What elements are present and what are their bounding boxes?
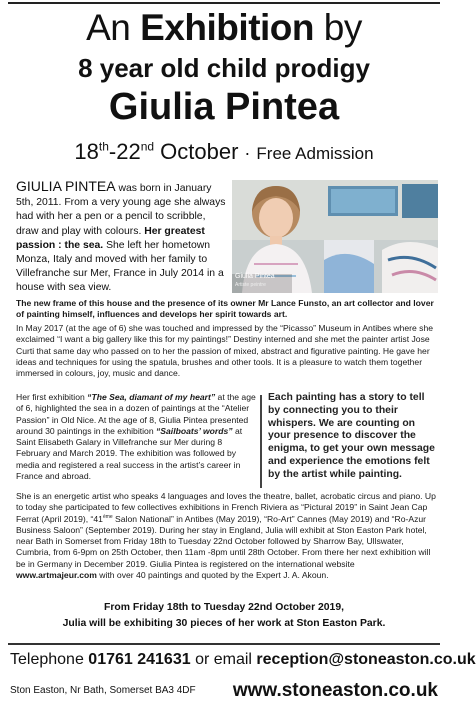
separator-dot: ·: [244, 143, 251, 163]
intro-text-1: was born in January 5th, 2011. From a very young age she always had with her a pen or a pencil to scribble, draw and play with colours.: [16, 183, 226, 237]
artmajeur-link[interactable]: www.artmajeur.com: [16, 570, 97, 581]
first-exhibition-title: “The Sea, diamant of my heart”: [87, 392, 216, 402]
energetic-text-a: She is an energetic artist who speaks 4 languages and loves the theatre, ballet, acrobatic circus and piano. Up to today she participated to few collectives exhibitions in French Riviera as “Pictural 2019” in Saint Jean Cap Ferrat (April 2019), “41: [16, 491, 436, 524]
intro-bold: Her greatest passion : the sea.: [16, 225, 205, 251]
energetic-superscript: ème: [102, 513, 113, 520]
bottom-divider: [8, 643, 440, 645]
website-link[interactable]: www.stoneaston.co.uk: [232, 680, 438, 701]
dates-line: [0, 137, 448, 169]
photo-caption-small: Artiste peintre: [235, 282, 266, 288]
title-suffix: by: [314, 7, 362, 48]
second-exhibition-title: “Sailboats’ words”: [156, 425, 233, 436]
paragraph-first-exhibition: [16, 392, 256, 482]
title-line-1: [0, 6, 448, 50]
telephone-number[interactable]: 01761 241631: [88, 651, 191, 668]
first-exhibition-text-c: at Saint Elisabeth Galary in Villefranche sur Mer during 8 February and March 2019. The exhibition was followed by media and registered a real success in the artist’s career in France and abroad.: [16, 425, 243, 482]
intro-text-2: She left her hometown Monza, Italy and moved with her family to Villefranche sur Mer, France in July 2014 in a house with sea view.: [16, 239, 224, 294]
dates: [74, 139, 238, 164]
artist-name: Giulia Pintea: [108, 86, 340, 128]
paragraph-may-2017: In May 2017 (at the age of 6) she was touched and impressed by the “Picasso” Museum in Antibes where she exclaimed “I want a big gallery like this for my paintings!” Destiny interned and she met the painter artist Jose Curti that same day who passed on to her the passion of mixed, abstract and figurative painting. He gave her ideas and techniques for using the spatula, brushes and other tools. It is a pleasure to watch them together immersed in colours, joy, music and dance.: [16, 323, 434, 379]
title-line-2: 8 year old child prodigy: [78, 53, 370, 83]
paragraph-energetic: [16, 491, 436, 581]
top-divider: [8, 2, 440, 4]
title-prefix: An: [86, 7, 141, 48]
intro-paragraph: [16, 179, 226, 296]
date-end: -22: [108, 139, 141, 164]
email-address[interactable]: reception@stoneaston.co.uk: [256, 651, 476, 668]
pull-quote: Each painting has a story to tell by connecting you to their whispers. We are counting on your presence to discover the enigma, to get your own message and experience the emotions felt by the artist while painting.: [268, 392, 435, 480]
telephone-label: Telephone: [10, 651, 89, 668]
artist-photo: [232, 180, 438, 293]
date-month: October: [154, 139, 239, 164]
closing-line-2: Julia will be exhibiting 30 pieces of her work at Ston Easton Park.: [62, 618, 386, 629]
closing-line-1: From Friday 18th to Tuesday 22nd October 2019,: [103, 602, 344, 613]
first-exhibition-text-a: Her first exhibition: [16, 392, 88, 402]
intro-name: GIULIA PINTEA: [16, 178, 116, 194]
contact-line: [10, 650, 476, 670]
date-start: 18: [74, 139, 99, 164]
date-end-suffix: nd: [140, 139, 155, 154]
photo-caption: Giulia Pintea: [235, 273, 275, 280]
address: Ston Easton, Nr Bath, Somerset BA3 4DF: [10, 685, 196, 696]
date-start-suffix: th: [98, 139, 109, 154]
first-exhibition-text-b: at the age of 6, highlighted the sea in a dozen of paintings at the “Atelier Passion” in Old Nice. At the age of 8, Giulia Pintea presented around 30 paintings in the exhibition: [16, 392, 256, 436]
paragraph-frame: The new frame of this house and the presence of its owner Mr Lance Funsto, an art collector and lover of painting himself, influences and develops her spirit towards art.: [16, 298, 434, 320]
title-exhibition: Exhibition: [140, 7, 314, 48]
energetic-text-b: Salon National” in Antibes (May 2019), “Ro-Art” Cannes (May 2019) and “Ro-Azur Business Saloon” (September 2019). During her stay in England, Julia will exhibit at Ston Easton Park hotel, near Bath in Somerset from Friday 18th to Tuesday 22nd October followed by Sharrow Bay, Ullswater, Cumbria, from 6-9pm on 25th October, then 11am -8pm until 28th October. From there her next exhibition will be in Germany in December 2019. Giulia Pintea is registered on the international website: [16, 513, 431, 569]
column-divider: [260, 395, 262, 488]
energetic-text-c: with over 40 paintings and quoted by the Expert J. A. Akoun.: [96, 570, 329, 581]
email-label: or email: [190, 651, 257, 668]
free-admission: Free Admission: [256, 144, 374, 163]
